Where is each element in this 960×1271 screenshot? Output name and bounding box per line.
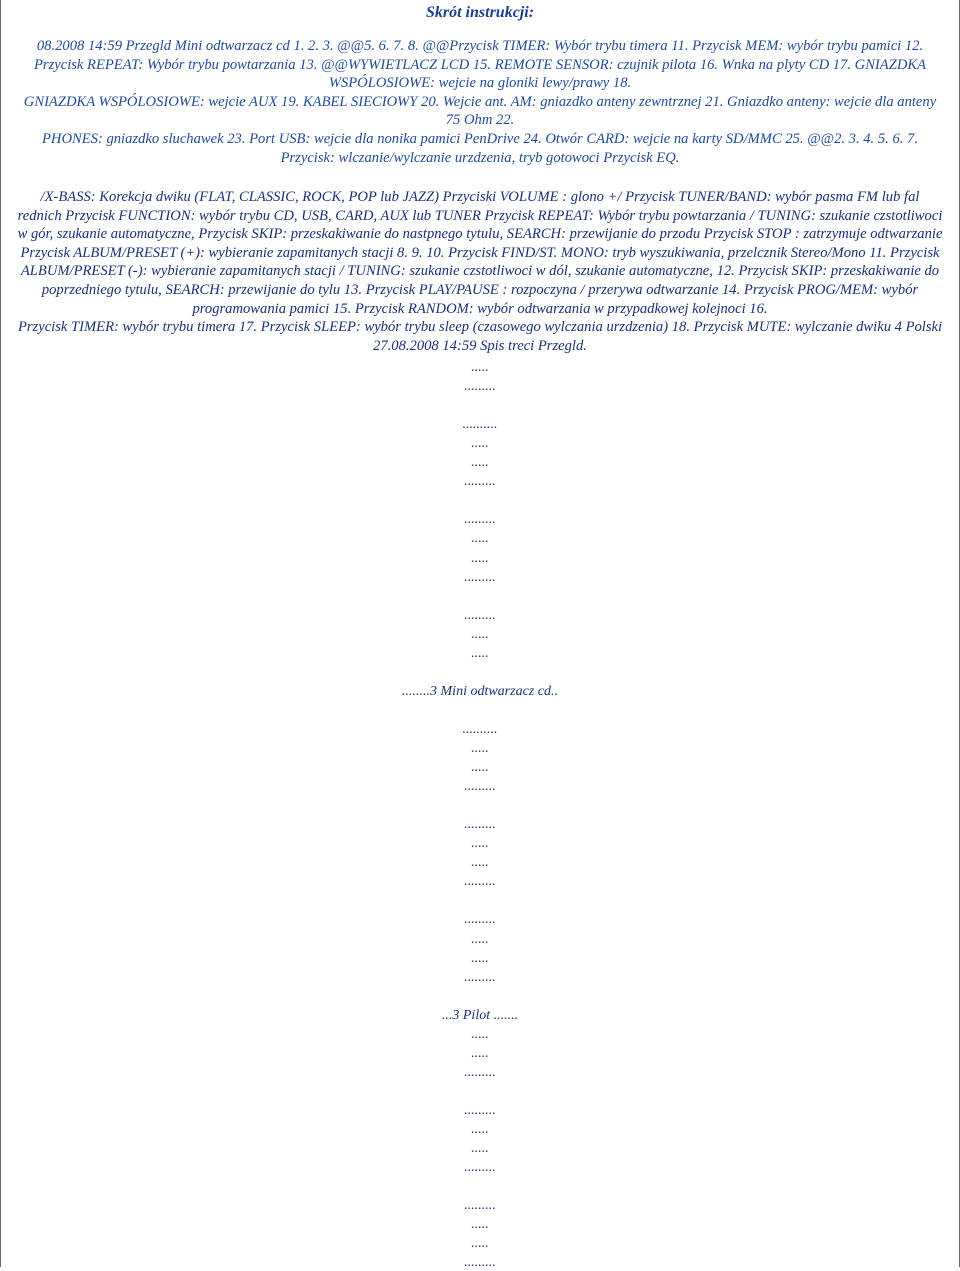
toc-line: .........: [464, 474, 496, 490]
toc-line: .....: [471, 741, 489, 756]
toc-line: .........: [464, 817, 496, 833]
text-line: WSPÓLOSIOWE: wejcie na gloniki lewy/prawy 18.: [328, 75, 632, 92]
text-line: Przycisk TIMER: wybór trybu timera 17. Przycisk SLEEP: wybór trybu sleep (czasowego wylczania urzdzenia) 18. Przycisk MUTE: wylczanie dwiku 4 Polski: [17, 319, 943, 336]
text-line: Przycisk REPEAT: Wybór trybu powtarzania 13. @@WYWIETLACZ LCD 15. REMOTE SENSOR: czujnik pilota 16. Wnka na plyty CD 17. GNIAZDKA: [33, 56, 927, 73]
toc-line: .....: [471, 1026, 489, 1042]
text-line: GNIAZDKA WSPÓLOSIOWE: wejcie AUX 19. KABEL SIECIOWY 20. Wejcie ant. AM: gniazdko anteny zewntrznej 21. Gniazdko anteny: wejcie dla anteny: [23, 93, 937, 110]
toc-line: .........: [464, 912, 496, 928]
toc-line: .........: [464, 1064, 496, 1080]
toc-line: .....: [471, 626, 489, 642]
toc-line: .........: [464, 779, 496, 795]
toc-line: .........: [464, 874, 496, 890]
toc-line: .....: [471, 950, 489, 966]
toc-line: .........: [464, 1198, 496, 1214]
toc-line: ........3 Mini odtwarzacz cd..: [402, 683, 558, 699]
text-line: 75 Ohm 22.: [445, 112, 515, 129]
toc-line: .........: [464, 1255, 496, 1271]
parts-list-paragraph: [4, 37, 956, 167]
text-line: programowania pamici 15. Przycisk RANDOM: wybór odtwarzania w przypadkowej kolejnoci 16.: [192, 300, 768, 317]
text-line: Przycisk ALBUM/PRESET (+): wybieranie zapamitanych stacji 8. 9. 10. Przycisk FIND/ST. MONO: tryb wyszukiwania, przelcznik Stereo/Mono 11. Przycisk: [20, 244, 940, 261]
text-line: PHONES: gniazdko sluchawek 23. Port USB: wejcie dla nonika pamici PenDrive 24. Otwór CARD: wejcie na karty SD/MMC 25. @@2. 3. 4. 5. 6. 7.: [42, 130, 918, 147]
toc-line: .....: [471, 645, 489, 661]
toc-line: .........: [464, 379, 496, 395]
toc-line: .........: [464, 1160, 496, 1176]
text-line: 27.08.2008 14:59 Spis treci Przegld.: [373, 337, 587, 354]
toc-line: .........: [464, 969, 496, 985]
toc-line: .........: [464, 607, 496, 623]
controls-list-paragraph: [3, 188, 957, 355]
text-line: poprzedniego tytulu, SEARCH: przewijanie do tylu 13. Przycisk PLAY/PAUSE : rozpoczyna / przerywa odtwarzanie 14. Przycisk PROG/MEM: wybór: [41, 281, 919, 298]
toc-line: .....: [471, 931, 489, 947]
toc-line: ..........: [462, 417, 498, 433]
toc-line: ..........: [462, 721, 498, 737]
toc-line: .....: [471, 1045, 489, 1061]
text-line: Przycisk: wlczanie/wylczanie urzdzenia, tryb gotowoci Przycisk EQ.: [280, 149, 680, 166]
text-line: 08.2008 14:59 Przegld Mini odtwarzacz cd 1. 2. 3. @@5. 6. 7. 8. @@Przycisk TIMER: Wybór trybu timera 11. Przycisk MEM: wybór trybu pamici 12.: [36, 38, 924, 54]
toc-line: .....: [471, 1122, 489, 1137]
toc-line: .....: [471, 436, 489, 452]
toc-line: .....: [471, 1236, 489, 1252]
toc-line: ...3 Pilot .......: [441, 1007, 519, 1023]
toc-line: .....: [471, 455, 489, 471]
toc-line: .........: [464, 569, 496, 585]
toc-line: .........: [464, 512, 496, 528]
toc-line: .....: [471, 836, 489, 852]
toc-line: .....: [471, 1141, 489, 1157]
text-line: /X-BASS: Korekcja dwiku (FLAT, CLASSIC, ROCK, POP lub JAZZ) Przyciski VOLUME : glono +/ Przycisk TUNER/BAND: wybór pasma FM lub fal: [40, 189, 920, 205]
toc-line: .....: [471, 760, 489, 776]
text-line: ALBUM/PRESET (-): wybieranie zapamitanych stacji / TUNING: szukanie czstotliwoci w dól, szukanie automatyczne, 12. Przycisk SKIP: przeskakiwanie do: [20, 263, 940, 280]
toc-line: .....: [471, 360, 489, 375]
section-heading: Skrót instrukcji:: [425, 4, 535, 21]
toc-line: .....: [471, 855, 489, 871]
text-line: w gór, szukanie automatyczne, Przycisk SKIP: przeskakiwanie do nastpnego tytulu, SEARCH: przewijanie do przodu Przycisk STOP : zatrzymuje odtwarzanie: [17, 226, 943, 243]
text-line: rednich Przycisk FUNCTION: wybór trybu CD, USB, CARD, AUX lub TUNER Przycisk REPEAT: Wybór trybu powtarzania / TUNING: szukanie czstotliwoci: [17, 207, 943, 224]
toc-line: .....: [471, 1217, 489, 1233]
toc-line: .....: [471, 531, 489, 547]
toc-line: .....: [471, 550, 489, 566]
toc-line: .........: [464, 1102, 496, 1118]
